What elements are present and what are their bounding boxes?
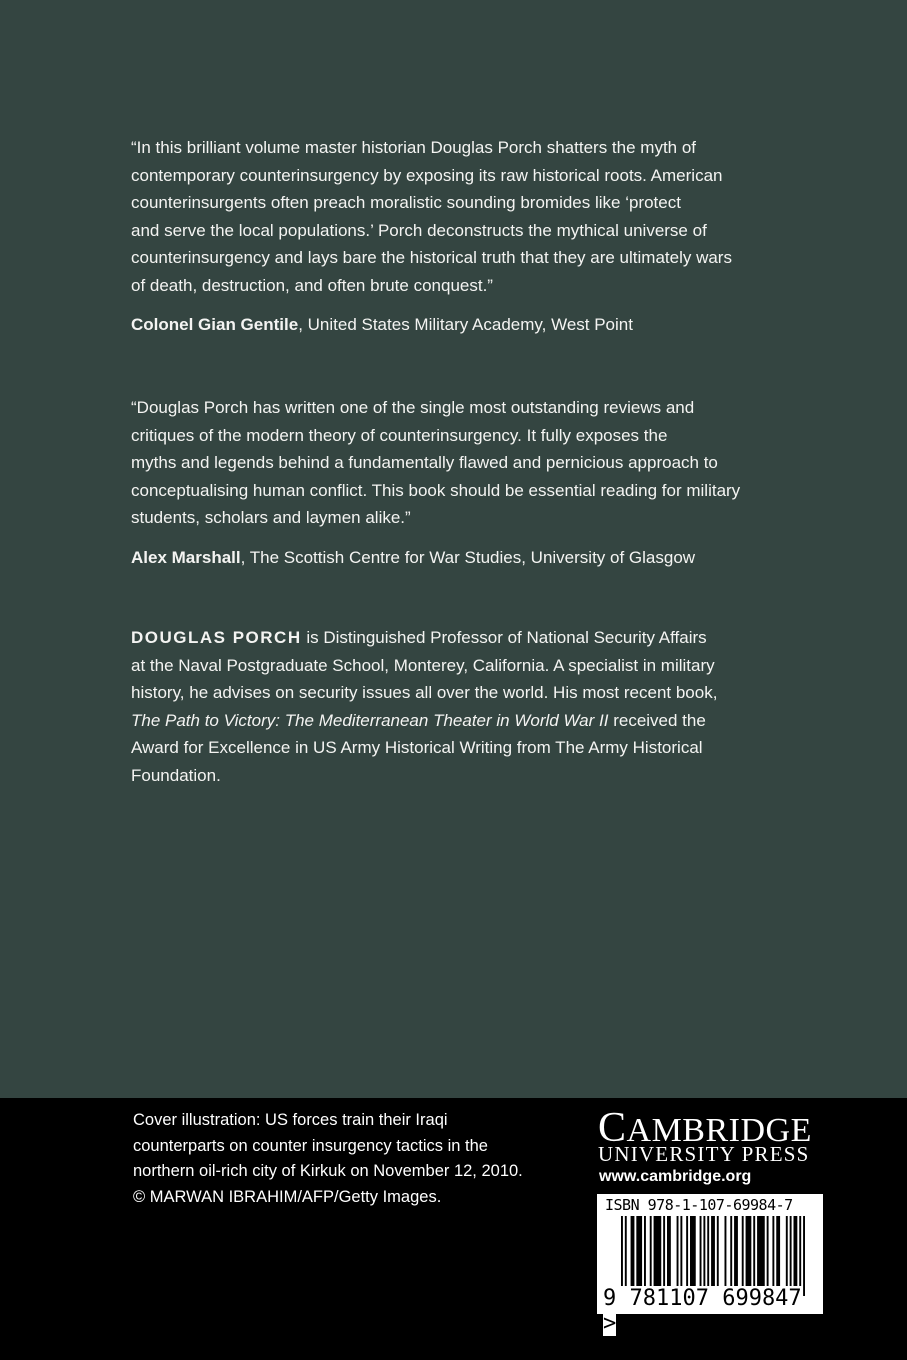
cover-illustration-caption [133, 1108, 523, 1210]
barcode-bar [667, 1216, 671, 1296]
barcode-bar [644, 1216, 646, 1296]
barcode-bar [794, 1216, 798, 1296]
quote-line: critiques of the modern theory of counterinsurgency. It fully exposes the [131, 425, 668, 445]
logo-rest: AMBRIDGE [626, 1112, 812, 1149]
quote-line: students, scholars and laymen alike.” [131, 508, 411, 527]
barcode-bar [717, 1216, 719, 1296]
barcode-bar [803, 1216, 805, 1296]
quote-line: contemporary counterinsurgency by exposing its raw historical roots. American [131, 165, 723, 185]
barcode-bar [753, 1216, 755, 1296]
attribution-author: Colonel Gian Gentile [131, 315, 299, 334]
attribution-affiliation: , The Scottish Centre for War Studies, University of Glasgow [240, 547, 696, 567]
barcode-bar [636, 1216, 642, 1296]
caption-line: northern oil-rich city of Kirkuk on November 12, 2010. [133, 1162, 523, 1180]
barcode-bar [790, 1216, 792, 1296]
bio-line: Award for Excellence in US Army Historical Writing from The Army Historical [131, 738, 703, 757]
publisher-url: www.cambridge.org [599, 1168, 752, 1185]
quote-line: and serve the local populations.’ Porch deconstructs the mythical universe of [131, 220, 707, 240]
quote-line: of death, destruction, and often brute conquest.” [131, 275, 493, 295]
author-name: DOUGLAS PORCH [131, 628, 302, 647]
bio-line: at the Naval Postgraduate School, Monterey, California. A specialist in military [131, 655, 715, 675]
quote-line: “Douglas Porch has written one of the single most outstanding reviews and [131, 398, 695, 417]
caption-line: counterparts on counter insurgency tactics in the [133, 1136, 488, 1155]
attribution-author: Alex Marshall [131, 547, 241, 567]
barcode-bar [680, 1216, 682, 1296]
barcode-bar [725, 1216, 727, 1296]
barcode-bar [799, 1216, 801, 1296]
attribution-affiliation: , United States Military Academy, West Point [298, 315, 633, 334]
logo-initial: C [598, 1105, 627, 1151]
book-title: The Path to Victory: The Mediterranean Theater in World War II [131, 710, 609, 730]
bio-line [131, 624, 717, 652]
ean-digits [603, 1286, 823, 1336]
quote-line: counterinsurgency and lays bare the historical truth that they are ultimately wars [131, 248, 732, 267]
bio-line [131, 707, 717, 735]
isbn-barcode [597, 1194, 823, 1336]
isbn-text: ISBN 978-1-107-69984-7 [605, 1196, 793, 1214]
bio-line: Foundation. [131, 765, 221, 785]
barcode-bar [631, 1216, 635, 1296]
quote-line: conceptualising human conflict. This book should be essential reading for military [131, 480, 741, 500]
barcode-bar [686, 1216, 688, 1296]
barcode-bar [703, 1216, 705, 1296]
barcode-bar [786, 1216, 788, 1296]
bio-line: history, he advises on security issues all over the world. His most recent book, [131, 683, 718, 702]
barcode-bar [621, 1216, 623, 1296]
barcode-bar [707, 1216, 709, 1296]
barcode-bar [625, 1216, 627, 1296]
ean-text: 9 781107 699847 > [603, 1286, 802, 1336]
barcode-bar [654, 1216, 662, 1296]
barcode-bar [757, 1216, 765, 1296]
barcode-bar [677, 1216, 679, 1296]
quote-attribution [131, 544, 740, 572]
barcode-bar [690, 1216, 696, 1296]
author-bio [131, 624, 717, 789]
caption-line: © MARWAN IBRAHIM/AFP/Getty Images. [133, 1187, 442, 1206]
barcode-bar [711, 1216, 715, 1296]
barcode-bar [663, 1216, 665, 1296]
barcode-bar [650, 1216, 652, 1296]
review-quote-2 [131, 394, 740, 571]
quote-attribution [131, 311, 732, 339]
barcode-bar [767, 1216, 769, 1296]
quote-line: “In this brilliant volume master historian Douglas Porch shatters the myth of [131, 138, 697, 157]
quote-line: counterinsurgents often preach moralistic sounding bromides like ‘protect [131, 193, 681, 212]
barcode-bars [621, 1216, 805, 1296]
barcode-bar [730, 1216, 732, 1296]
barcode-bar [746, 1216, 752, 1296]
review-quote-1 [131, 134, 732, 339]
caption-line: Cover illustration: US forces train their Iraqi [133, 1111, 448, 1129]
barcode-bar [700, 1216, 702, 1296]
bio-text: is Distinguished Professor of National Security Affairs [301, 628, 707, 647]
quote-line: myths and legends behind a fundamentally flawed and pernicious approach to [131, 453, 718, 472]
barcode-bar [734, 1216, 738, 1296]
publisher-logo-subtitle: UNIVERSITY PRESS [598, 1142, 810, 1166]
barcode-bar [776, 1216, 780, 1296]
bio-text: received the [608, 710, 706, 730]
barcode-bar [742, 1216, 744, 1296]
barcode-bar [772, 1216, 774, 1296]
